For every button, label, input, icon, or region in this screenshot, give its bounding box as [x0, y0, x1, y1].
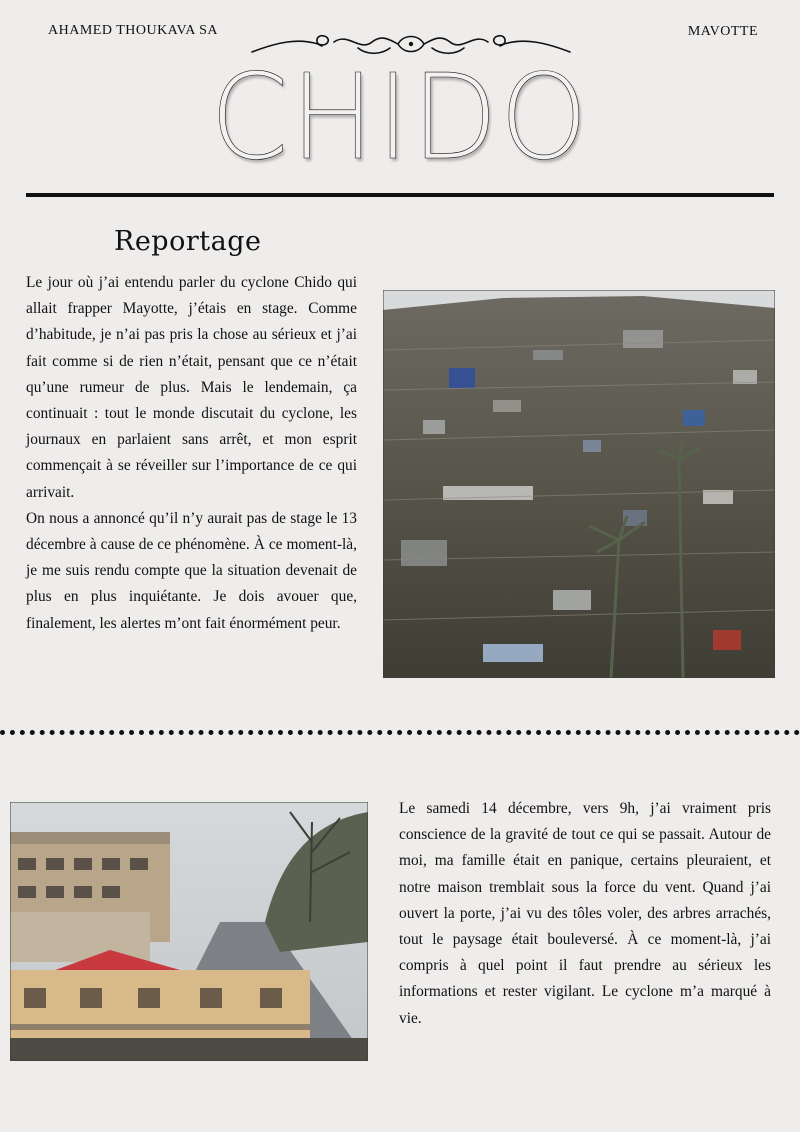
page-title: CHIDO: [210, 48, 590, 186]
article-paragraph: On nous a annoncé qu’il n’y aurait pas de stage le 13 décembre à cause de ce phénomène. À ce moment-là, je me suis rendu compte que la situation devenait de plus en plus inquiétante. Je dois avouer que, finalement, les alertes m’ont fait énormément peur.: [26, 509, 357, 632]
cyclone-damage-photo: [383, 290, 775, 678]
region-label: MAVOTTE: [687, 24, 758, 39]
section-divider: [0, 730, 800, 735]
article-paragraph: Le jour où j’ai entendu parler du cyclone Chido qui allait frapper Mayotte, j’étais en stage. Comme d’habitude, je n’ai pas pris la chose au sérieux et j’ai fait comme si de rien n’était, pensant que ce n’était qu’une rumeur de plus. Mais le lendemain, ça continuait : tout le monde discutait du cyclone, les journaux en parlaient sans arrêt, et mon esprit commençait à se réveiller sur l’importance de ce qui arrivait.: [26, 274, 357, 501]
article-paragraph: Le samedi 14 décembre, vers 9h, j’ai vraiment pris conscience de la gravité de tout ce qui se passait. Autour de moi, ma famille était en panique, certains pleuraient, et notre maison tremblait sous la force du vent. Quand j’ai ouvert la porte, j’ai vu des tôles voler, des arbres arrachés, tout le paysage était bouleversé. À ce moment-là, j’ai compris à quel point il faut prendre au sérieux les informations et rester vigilant. Le cyclone m’a marqué à vie.: [399, 800, 771, 1027]
section-heading: Reportage: [114, 226, 262, 257]
article-column-left: [26, 270, 357, 637]
header-divider: [26, 193, 774, 197]
author-name: AHAMED THOUKAVA SA: [48, 23, 219, 38]
article-column-right: [399, 796, 771, 1032]
flooded-street-photo: [10, 802, 368, 1061]
